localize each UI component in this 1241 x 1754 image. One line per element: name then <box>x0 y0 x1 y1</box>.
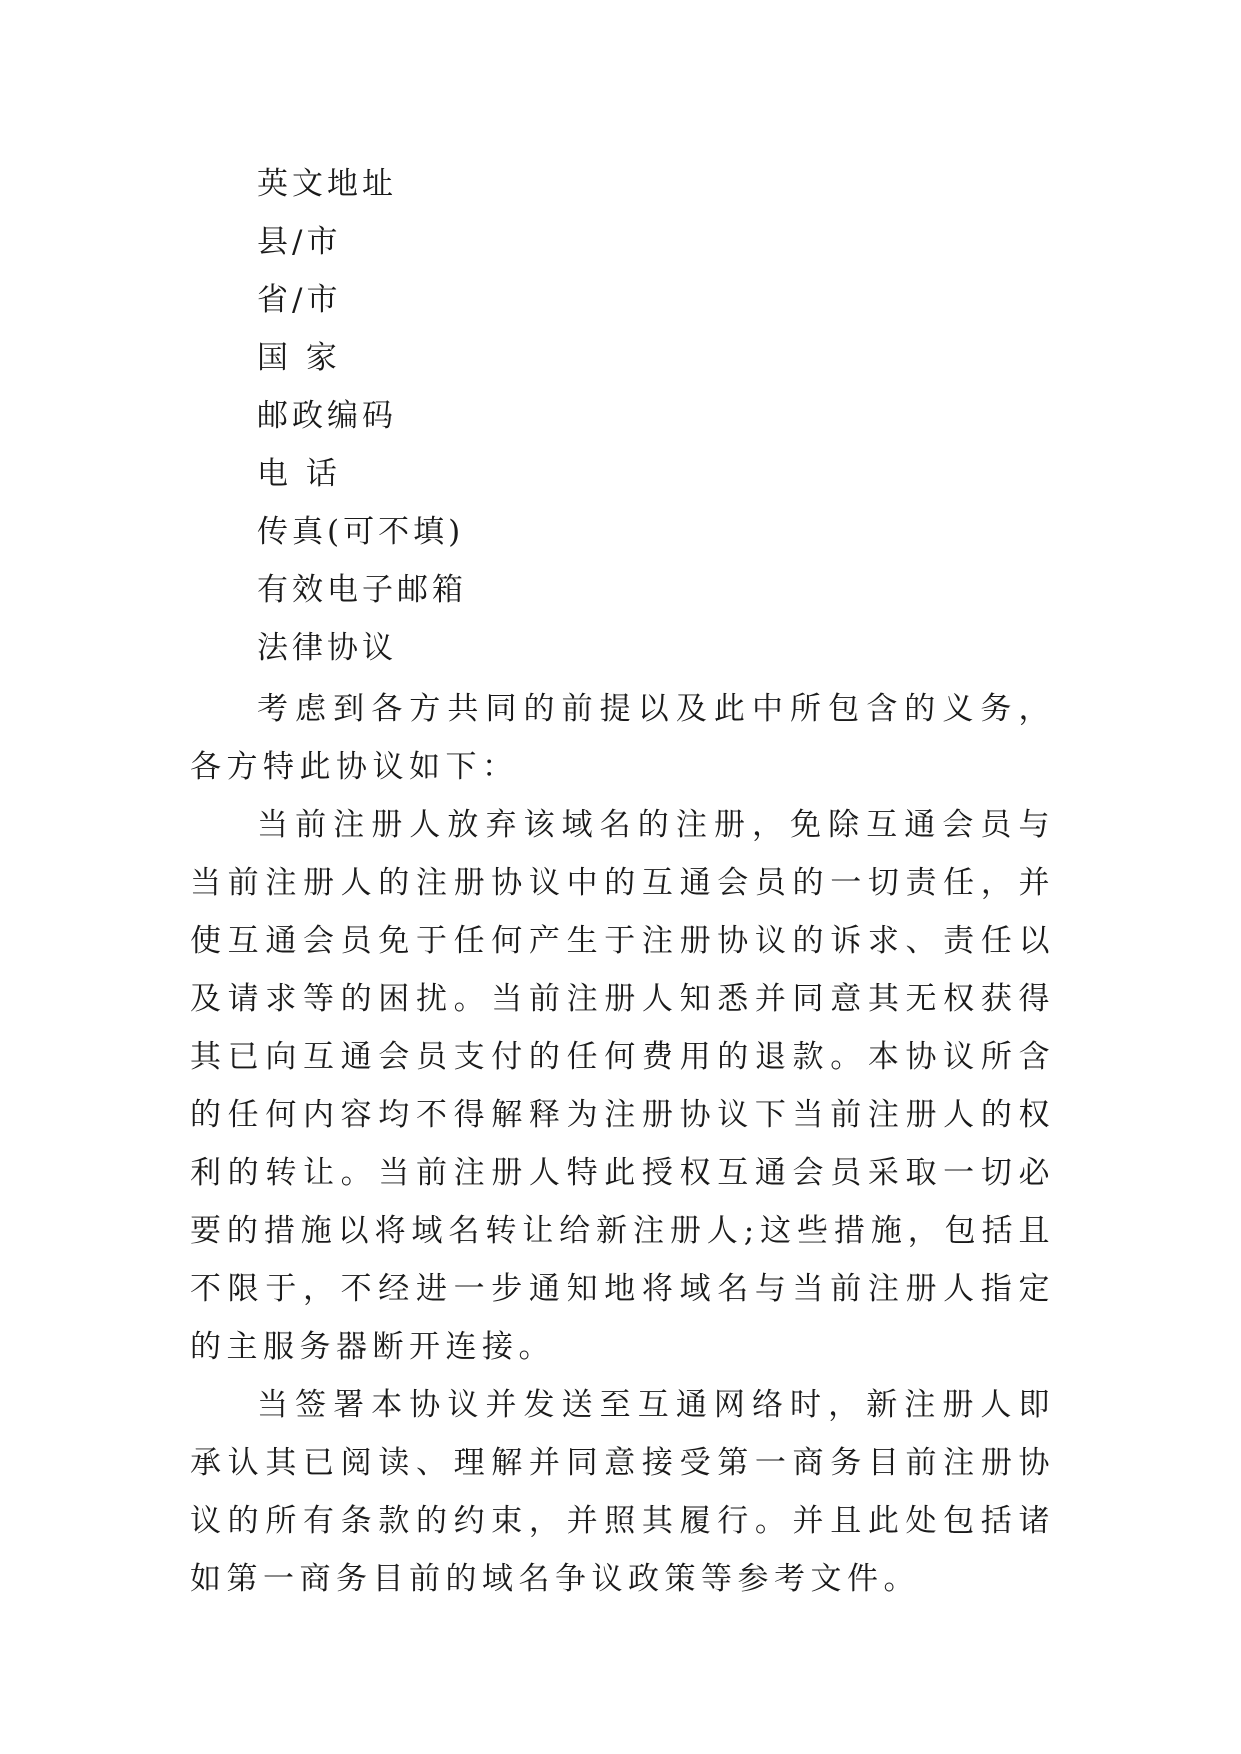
paragraph-acceptance: 当签署本协议并发送至互通网络时，新注册人即承认其已阅读、理解并同意接受第一商务目前注册协议的所有条款的约束，并照其履行。并且此处包括诸如第一商务目前的域名争议政策等参考文件。 <box>190 1387 1055 1597</box>
field-email: 有效电子邮箱 <box>257 572 467 608</box>
field-country: 国 家 <box>257 340 341 376</box>
field-phone: 电 话 <box>257 456 341 492</box>
field-legal-agreement: 法律协议 <box>257 630 397 666</box>
paragraph-preamble: 考虑到各方共同的前提以及此中所包含的义务，各方特此协议如下： <box>190 691 1055 785</box>
field-english-address: 英文地址 <box>257 166 397 202</box>
field-county-city: 县/市 <box>257 224 342 260</box>
field-list <box>257 155 467 677</box>
field-province-city: 省/市 <box>257 282 342 318</box>
field-fax: 传真(可不填) <box>257 514 465 550</box>
paragraph-release: 当前注册人放弃该域名的注册，免除互通会员与当前注册人的注册协议中的互通会员的一切责任，并使互通会员免于任何产生于注册协议的诉求、责任以及请求等的困扰。当前注册人知悉并同意其无权获得其已向互通会员支付的任何费用的退款。本协议所含的任何内容均不得解释为注册协议下当前注册人的权利的转让。当前注册人特此授权互通会员采取一切必要的措施以将域名转让给新注册人;这些措施，包括且不限于，不经进一步通知地将域名与当前注册人指定的主服务器断开连接。 <box>190 807 1055 1365</box>
agreement-body <box>190 680 1055 1608</box>
field-postal-code: 邮政编码 <box>257 398 397 434</box>
